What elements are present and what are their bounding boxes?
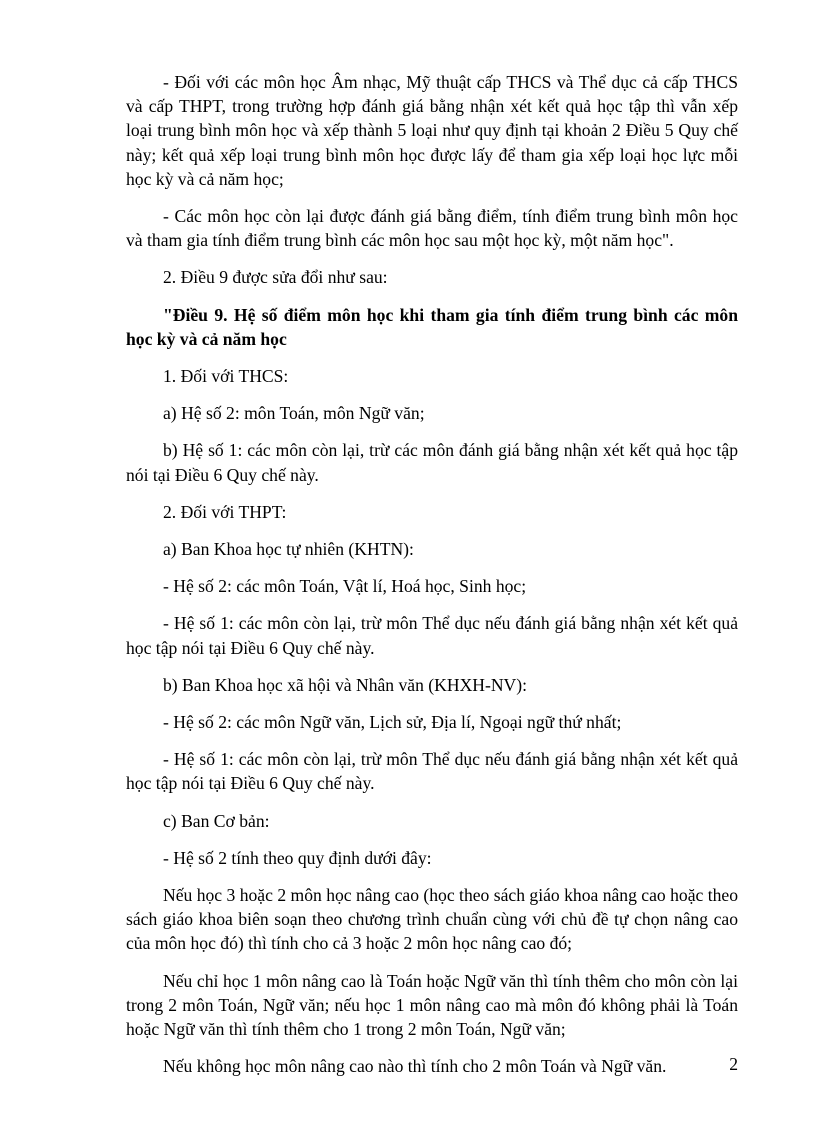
paragraph-khxh-coefficient-1: - Hệ số 1: các môn còn lại, trừ môn Thể dục nếu đánh giá bằng nhận xét kết quả học tập nói tại Điều 6 Quy chế này. — [126, 749, 738, 794]
paragraph-arts-pe-assessment: - Đối với các môn học Âm nhạc, Mỹ thuật cấp THCS và Thể dục cả cấp THCS và cấp THPT, trong trường hợp đánh giá bằng nhận xét kết quả học tập thì vẫn xếp loại trung bình môn học và xếp thành 5 loại như quy định tại khoản 2 Điều 5 Quy chế này; kết quả xếp loại trung bình môn học được lấy để tham gia xếp loại học lực mỗi học kỳ và cả năm học; — [126, 72, 738, 189]
paragraph-advanced-3-or-2: Nếu học 3 hoặc 2 môn học nâng cao (học theo sách giáo khoa nâng cao hoặc theo sách giáo khoa biên soạn theo chương trình chuẩn cùng với chủ đề tự chọn nâng cao của môn học đó) thì tính cho cả 3 hoặc 2 môn học nâng cao đó; — [126, 885, 739, 954]
paragraph-article-9-amended: 2. Điều 9 được sửa đổi như sau: — [163, 267, 388, 288]
document-body — [126, 70, 738, 1092]
paragraph-advanced-1: Nếu chỉ học 1 môn nâng cao là Toán hoặc Ngữ văn thì tính thêm cho môn còn lại trong 2 môn Toán, Ngữ văn; nếu học 1 môn nâng cao mà môn đó không phải là Toán hoặc Ngữ văn thì tính thêm cho 1 trong 2 môn Toán, Ngữ văn; — [126, 970, 738, 1040]
paragraph-basic-track: c) Ban Cơ bản: — [163, 810, 270, 831]
paragraph-thcs: 1. Đối với THCS: — [163, 366, 289, 387]
paragraph-other-subjects-scored: - Các môn học còn lại được đánh giá bằng điểm, tính điểm trung bình môn học và tham gia tính điểm trung bình các môn học sau một học kỳ, một năm học". — [126, 206, 738, 251]
paragraph-khxh-nv: b) Ban Khoa học xã hội và Nhân văn (KHXH-NV): — [163, 674, 527, 695]
paragraph-basic-coefficient-2: - Hệ số 2 tính theo quy định dưới đây: — [163, 847, 432, 868]
article-9-heading: "Điều 9. Hệ số điểm môn học khi tham gia tính điểm trung bình các môn học kỳ và cả năm học — [126, 304, 738, 349]
paragraph-thcs-coefficient-2: a) Hệ số 2: môn Toán, môn Ngữ văn; — [163, 403, 425, 424]
paragraph-khtn: a) Ban Khoa học tự nhiên (KHTN): — [163, 539, 414, 560]
paragraph-khtn-coefficient-1: - Hệ số 1: các môn còn lại, trừ môn Thể dục nếu đánh giá bằng nhận xét kết quả học tập nói tại Điều 6 Quy chế này. — [126, 613, 738, 658]
paragraph-khxh-coefficient-2: - Hệ số 2: các môn Ngữ văn, Lịch sử, Địa lí, Ngoại ngữ thứ nhất; — [163, 712, 622, 733]
paragraph-khtn-coefficient-2: - Hệ số 2: các môn Toán, Vật lí, Hoá học, Sinh học; — [163, 576, 527, 597]
paragraph-thcs-coefficient-1: b) Hệ số 1: các môn còn lại, trừ các môn đánh giá bằng nhận xét kết quả học tập nói tại Điều 6 Quy chế này. — [126, 440, 738, 485]
paragraph-thpt: 2. Đối với THPT: — [163, 501, 287, 522]
paragraph-no-advanced: Nếu không học môn nâng cao nào thì tính cho 2 môn Toán và Ngữ văn. — [163, 1056, 667, 1077]
page-number: 2 — [729, 1054, 738, 1074]
